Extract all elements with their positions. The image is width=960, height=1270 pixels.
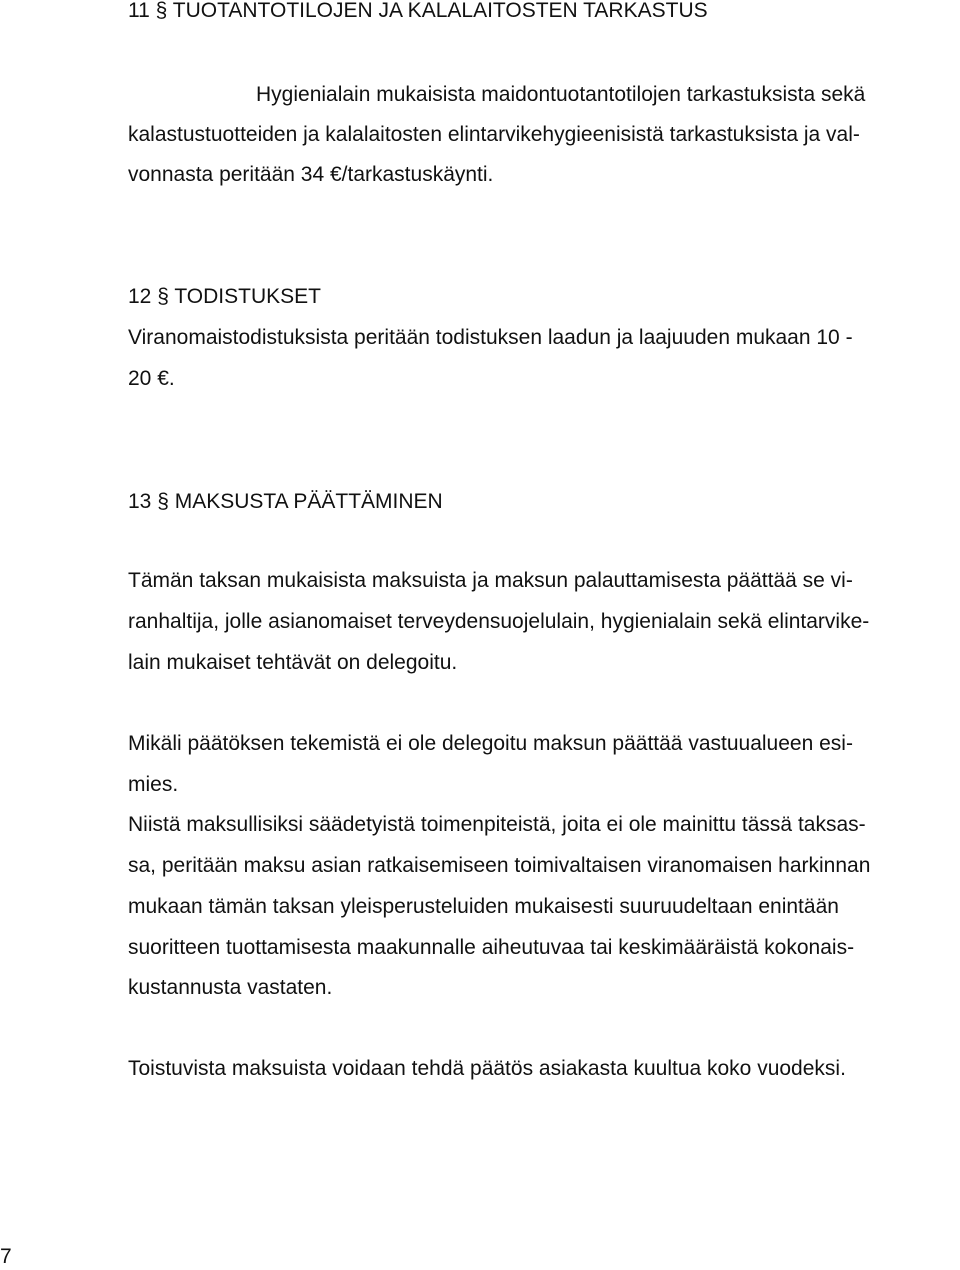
section-13-p2-line: Mikäli päätöksen tekemistä ei ole delegoitu maksun päättää vastuualueen esi- <box>128 732 853 755</box>
page-number: 7 <box>0 1245 12 1268</box>
section-13-p3-line: sa, peritään maksu asian ratkaisemiseen toimivaltaisen viranomaisen harkinnan <box>128 854 871 877</box>
section-13-p1-line: lain mukaiset tehtävät on delegoitu. <box>128 651 458 674</box>
section-13-heading: 13 § MAKSUSTA PÄÄTTÄMINEN <box>128 490 443 513</box>
section-12-line: Viranomaistodistuksista peritään todistuksen laadun ja laajuuden mukaan 10 - <box>128 326 853 349</box>
section-13-p4-line: Toistuvista maksuista voidaan tehdä päätös asiakasta kuultua koko vuodeksi. <box>128 1057 846 1080</box>
section-12-heading: 12 § TODISTUKSET <box>128 285 321 308</box>
section-13-p3-line: suoritteen tuottamisesta maakunnalle aiheutuvaa tai keskimääräistä kokonais- <box>128 936 855 959</box>
section-11-heading: 11 § TUOTANTOTILOJEN JA KALALAITOSTEN TARKASTUS <box>128 0 708 22</box>
section-13-p3-line: Niistä maksullisiksi säädetyistä toimenpiteistä, joita ei ole mainittu tässä taksas- <box>128 813 866 836</box>
section-13-p3-line: mukaan tämän taksan yleisperusteluiden mukaisesti suuruudeltaan enintään <box>128 895 839 918</box>
section-11-line: vonnasta peritään 34 €/tarkastuskäynti. <box>128 163 494 186</box>
section-11-line: Hygienialain mukaisista maidontuotantotilojen tarkastuksista sekä <box>256 83 866 106</box>
section-12-line: 20 €. <box>128 367 175 390</box>
section-13-p1-line: ranhaltija, jolle asianomaiset terveydensuojelulain, hygienialain sekä elintarvike- <box>128 610 870 633</box>
section-11-line: kalastustuotteiden ja kalalaitosten elintarvikehygieenisistä tarkastuksista ja val- <box>128 123 860 146</box>
section-13-p1-line: Tämän taksan mukaisista maksuista ja maksun palauttamisesta päättää se vi- <box>128 569 853 592</box>
section-13-p3-line: kustannusta vastaten. <box>128 976 333 999</box>
section-13-p2-line: mies. <box>128 773 179 796</box>
